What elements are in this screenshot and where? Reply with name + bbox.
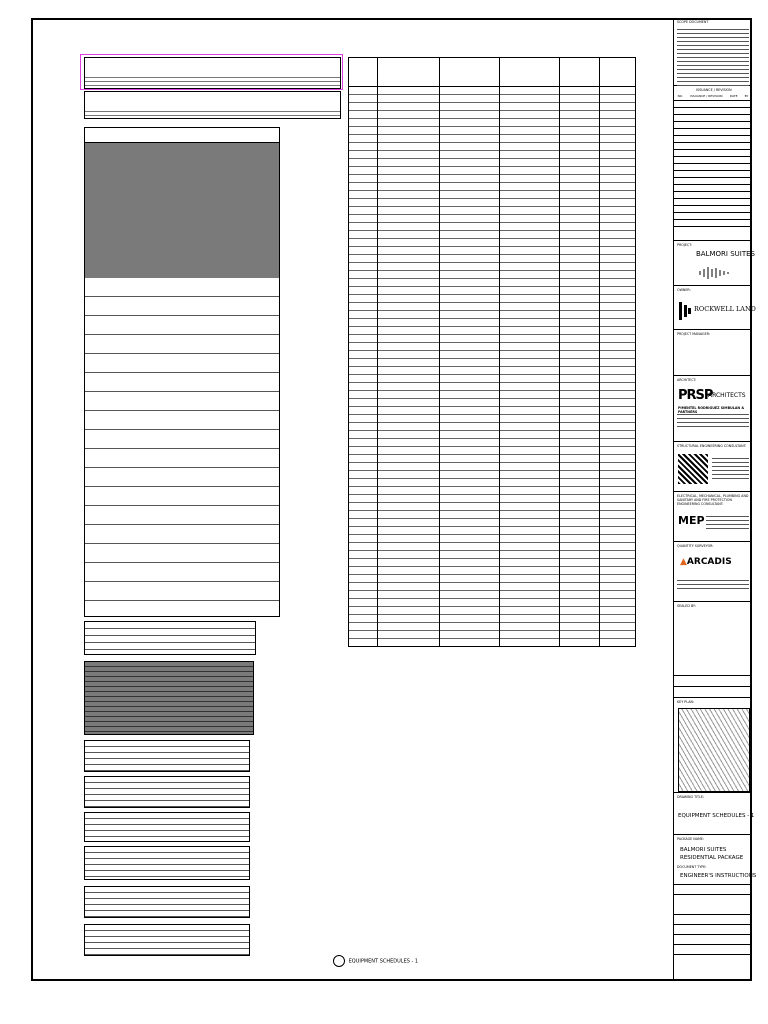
schedule-table-3 xyxy=(84,127,280,617)
owner-logo-icon xyxy=(679,302,691,320)
structural-logo-icon xyxy=(678,454,708,484)
schedule-table-11 xyxy=(84,924,250,956)
architect-logo: PRSP xyxy=(678,388,713,403)
owner-name: ROCKWELL LAND xyxy=(694,305,756,313)
selection-highlight xyxy=(80,54,343,90)
schedule-table-4 xyxy=(84,621,256,655)
drawing-label: EQUIPMENT SCHEDULES - 1 xyxy=(333,955,418,967)
schedule-table-2 xyxy=(84,91,341,119)
key-plan-image xyxy=(678,708,750,792)
schedule-table-6 xyxy=(84,740,250,772)
schedule-table-10 xyxy=(84,886,250,918)
architect-name: ARCHITECTS xyxy=(708,392,746,399)
schedule-table-9 xyxy=(84,846,250,880)
mep-logo: MEP xyxy=(678,514,705,527)
project-name: BALMORI SUITES xyxy=(696,250,755,258)
scope-header: SCOPE DOCUMENT xyxy=(677,20,709,24)
schedule-table-main xyxy=(348,57,636,647)
architect-firm: PIMENTEL RODRIGUEZ SIMBULAN & PARTNERS xyxy=(678,406,745,414)
drawing-title: EQUIPMENT SCHEDULES - 1 xyxy=(678,813,755,819)
qs-logo: ▲ARCADIS xyxy=(680,557,732,567)
schedule-table-5 xyxy=(84,661,254,735)
schedule-table-8 xyxy=(84,812,250,842)
package-name-2: RESIDENTIAL PACKAGE xyxy=(680,855,744,861)
title-block: SCOPE DOCUMENT ISSUANCE / REVISION NO. ISSUANCE / REVISION DATE BY PROJECT: BALMORI SUITES OWNER: ROCKWELL LAND PROJECT MANAGER: ARCHITECT: PRSP ARCHITECTS PIMENTEL RODRIGUEZ SIMBULAN & PARTNERS STRUCTURAL ENGINEERING CONSULTANT: ELECTRICAL, MECHANICAL, PLUMBING AND SANITARY AND FIRE PROTECTION ENGINEERING CONSULTANT: MEP QUANTITY SURVEYOR: ▲ARCADIS SEALED BY: KEY PLAN: DRAWING TITLE: EQUIPMENT SCHEDULES - 1 PACKAGE NAME: BALMORI SUITES RESIDENTIAL PACKAGE DOCUMENT TYPE: ENGINEER'S INSTRUCTIONS xyxy=(673,18,752,981)
schedule-table-7 xyxy=(84,776,250,808)
revision-header: ISSUANCE / REVISION xyxy=(696,88,732,92)
drawing-marker-icon xyxy=(333,955,345,967)
document-type: ENGINEER'S INSTRUCTIONS xyxy=(680,873,757,879)
project-logo-icon xyxy=(694,267,734,279)
package-name-1: BALMORI SUITES xyxy=(680,847,727,853)
